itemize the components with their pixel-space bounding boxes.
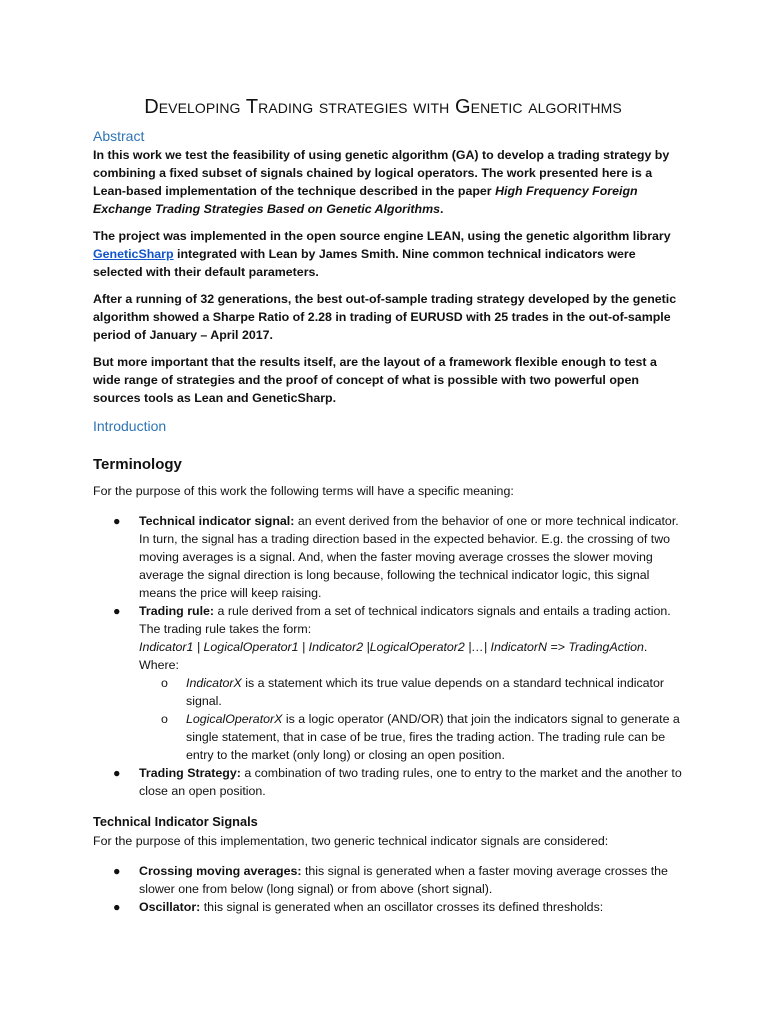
signals-list bbox=[93, 862, 683, 916]
sub-term: LogicalOperatorX bbox=[186, 712, 283, 726]
terminology-list bbox=[93, 512, 683, 800]
abstract-p1-text: In this work we test the feasibility of using genetic algorithm (GA) to develop a trading strategy by combining a fixed subset of signals chained by logical operators. The work presented here is a Lean-based implementation of the technique described in the paper bbox=[93, 148, 670, 198]
term-label: Trading rule: bbox=[139, 604, 215, 618]
list-item bbox=[93, 512, 683, 602]
trading-rule-sublist bbox=[139, 674, 683, 764]
list-item bbox=[93, 898, 683, 916]
term-text: a combination of two trading rules, one to entry to the market and the another to close an open position. bbox=[139, 766, 682, 798]
abstract-paragraph-3: After a running of 32 generations, the best out-of-sample trading strategy developed by the genetic algorithm showed a Sharpe Ratio of 2.28 in trading of EURUSD with 25 trades in the out-of-sample period of January – April 2017. bbox=[93, 292, 677, 342]
term-text: an event derived from the behavior of one or more technical indicator. In turn, the signal has a trading direction based in the expected behavior. E.g. the crossing of two moving averages is a signal. And, when the faster moving average crosses the slower moving average the signal direction is long because, following the technical indicator logic, this signal means the price will keep raising. bbox=[139, 514, 679, 600]
abstract-paragraph-1 bbox=[93, 146, 683, 218]
term-label: Technical indicator signal: bbox=[139, 514, 295, 528]
document-page bbox=[93, 90, 683, 916]
circle-bullet-icon: o bbox=[161, 676, 168, 690]
where-label: Where: bbox=[139, 658, 179, 672]
signal-text: this signal is generated when an oscillator crosses its defined thresholds: bbox=[200, 900, 604, 914]
sub-text: is a statement which its true value depends on a standard technical indicator signal. bbox=[186, 676, 665, 708]
signals-intro: For the purpose of this implementation, two generic technical indicator signals are considered: bbox=[93, 834, 609, 848]
sub-list-item bbox=[139, 674, 683, 710]
paper-title: High Frequency Foreign Exchange Trading Strategies Based on Genetic Algorithms bbox=[93, 184, 638, 216]
abstract-heading: Abstract bbox=[93, 128, 145, 144]
abstract-paragraph-2 bbox=[93, 227, 683, 281]
terminology-intro: For the purpose of this work the following terms will have a specific meaning: bbox=[93, 484, 514, 498]
bullet-icon: ● bbox=[113, 900, 121, 914]
bullet-icon: ● bbox=[113, 514, 121, 528]
signal-text: this signal is generated when a faster moving average crosses the slower one from below (long signal) or from above (short signal). bbox=[139, 864, 668, 896]
introduction-heading: Introduction bbox=[93, 418, 167, 434]
signal-term: Oscillator: bbox=[139, 900, 201, 914]
abstract-p2-text-a: The project was implemented in the open source engine LEAN, using the genetic algorithm library bbox=[93, 229, 671, 243]
terminology-heading: Terminology bbox=[93, 456, 182, 473]
bullet-icon: ● bbox=[113, 604, 121, 618]
document-title: Developing Trading strategies with Genetic algorithms bbox=[144, 96, 622, 118]
list-item bbox=[93, 602, 683, 764]
sub-text: is a logic operator (AND/OR) that join the indicators signal to generate a single statement, that in case of be true, fires the trading action. The trading rule can be entry to the market (only long) or closing an open position. bbox=[186, 712, 680, 762]
sub-term: IndicatorX bbox=[186, 676, 242, 690]
list-item bbox=[93, 764, 683, 800]
bullet-icon: ● bbox=[113, 864, 121, 878]
list-item bbox=[93, 862, 683, 898]
signals-heading: Technical Indicator Signals bbox=[93, 814, 258, 829]
bullet-icon: ● bbox=[113, 766, 121, 780]
trading-rule-formula: Indicator1 | LogicalOperator1 | Indicator2 |LogicalOperator2 |…| IndicatorN => TradingAction bbox=[139, 640, 644, 654]
abstract-p2-text-b: integrated with Lean by James Smith. Nine common technical indicators were selected with their default parameters. bbox=[93, 247, 636, 279]
circle-bullet-icon: o bbox=[161, 712, 168, 726]
term-text: a rule derived from a set of technical indicators signals and entails a trading action. The trading rule takes the form: bbox=[139, 604, 671, 636]
signal-term: Crossing moving averages: bbox=[139, 864, 302, 878]
term-label: Trading Strategy: bbox=[139, 766, 241, 780]
abstract-p1-end: . bbox=[440, 202, 444, 216]
geneticsharp-link[interactable]: GeneticSharp bbox=[93, 247, 174, 261]
sub-list-item bbox=[139, 710, 683, 764]
abstract-paragraph-4: But more important that the results itself, are the layout of a framework flexible enough to test a wide range of strategies and the proof of concept of what is possible with two powerful open sources tools as Lean and GeneticSharp. bbox=[93, 355, 657, 405]
formula-end: . bbox=[643, 640, 648, 654]
